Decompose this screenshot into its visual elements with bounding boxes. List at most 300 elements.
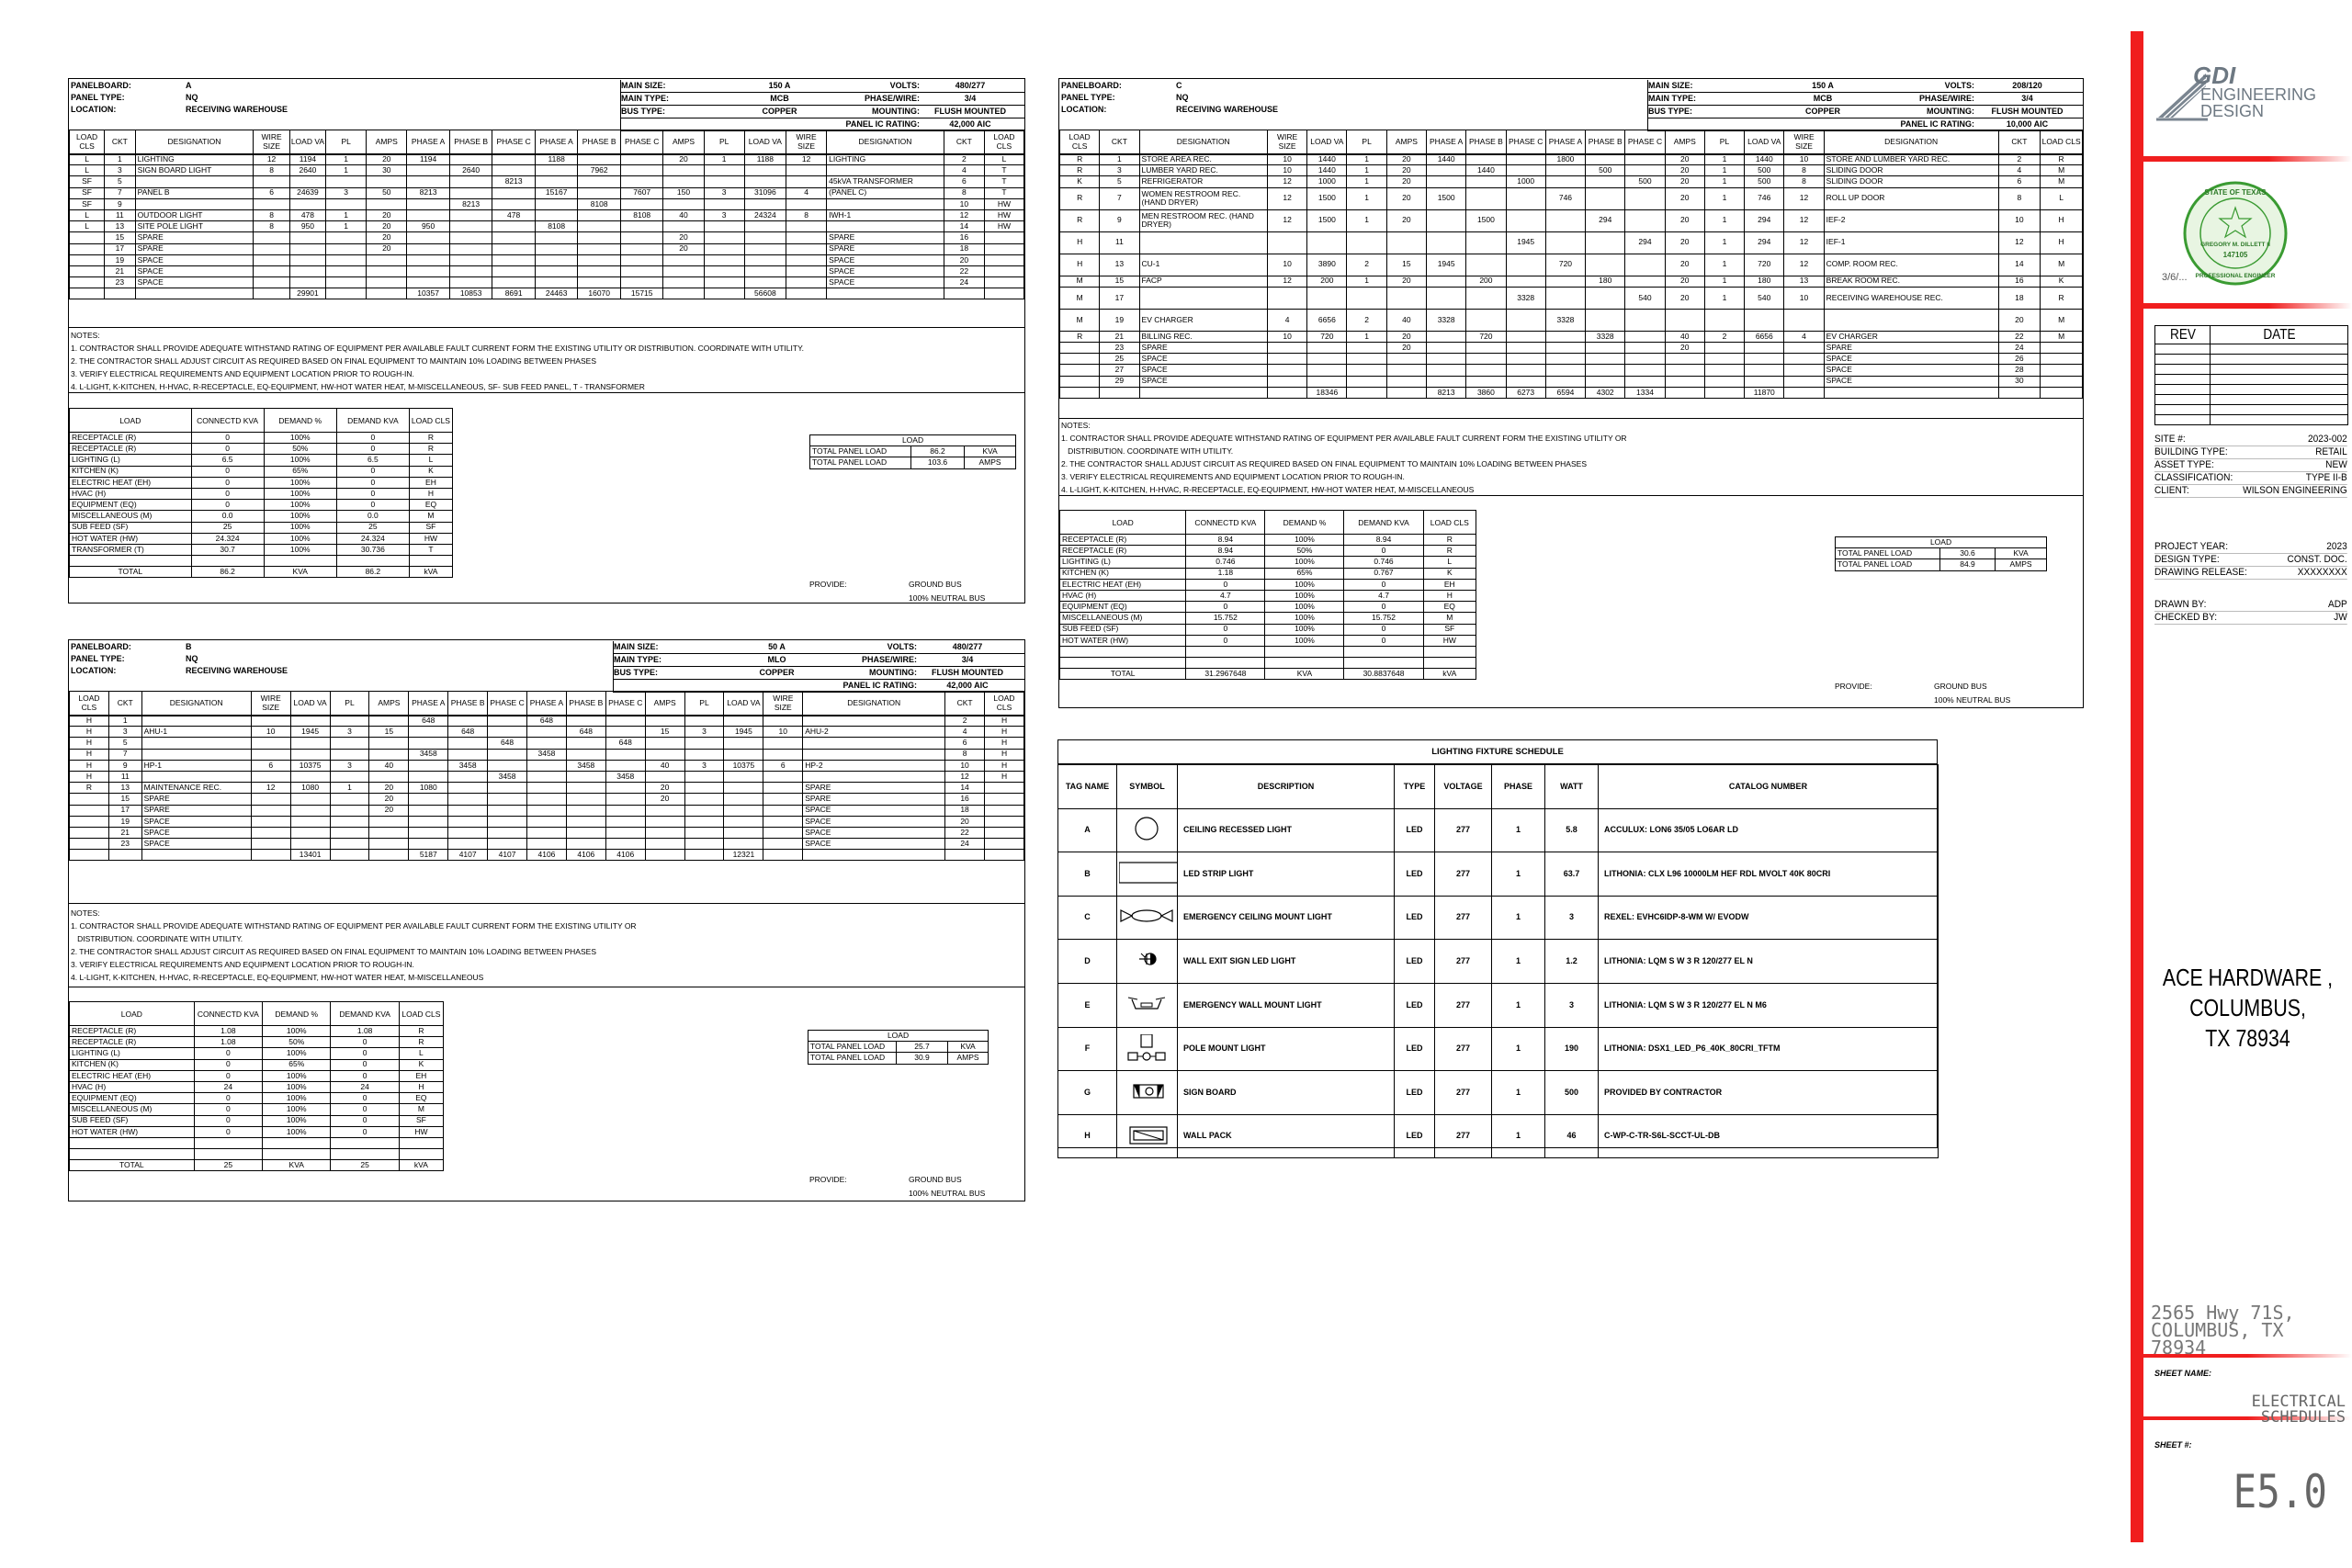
circuit-cell xyxy=(1586,176,1625,187)
circuit-cell: 3328 xyxy=(1506,287,1545,309)
circuit-cell xyxy=(448,794,488,805)
circuit-cell: 1945 xyxy=(1506,231,1545,254)
load-cell: 1.08 xyxy=(194,1037,262,1048)
column-header: DESIGNATION xyxy=(135,130,254,154)
circuit-cell: R xyxy=(1060,209,1100,231)
circuit-cell xyxy=(1545,376,1585,387)
project-info-2 xyxy=(2154,541,2347,580)
circuit-cell: 6656 xyxy=(1745,331,1784,342)
panel-a-header-right xyxy=(620,80,1024,131)
load-cell: 100% xyxy=(264,488,336,499)
fixture-row xyxy=(1058,983,1939,1027)
circuit-cell: 9 xyxy=(1100,209,1139,231)
circuit-cell xyxy=(663,198,704,209)
load-cell: 15.752 xyxy=(1186,613,1265,624)
circuit-cell: M xyxy=(2041,309,2083,331)
load-cell: RECEPTACLE (R) xyxy=(1060,546,1186,557)
circuit-row xyxy=(70,727,1024,738)
circuit-cell xyxy=(449,154,492,165)
total-cell: 24463 xyxy=(535,288,578,299)
circuit-cell xyxy=(492,243,536,254)
circuit-cell: (PANEL C) xyxy=(827,187,944,198)
circuit-cell: 1 xyxy=(330,783,369,794)
circuit-cell xyxy=(1625,376,1665,387)
circuit-cell xyxy=(744,198,786,209)
revision-cell xyxy=(2155,365,2211,375)
load-total-cell: KVA xyxy=(1265,669,1344,680)
fixture-type-cell: LED xyxy=(1395,1071,1435,1115)
column-header: LOAD CLS xyxy=(984,130,1023,154)
total-cell: 4106 xyxy=(527,850,567,861)
load-cell: 100% xyxy=(264,455,336,466)
circuit-cell xyxy=(289,277,325,288)
circuit-cell: 7607 xyxy=(620,187,663,198)
circuit-cell: LUMBER YARD REC. xyxy=(1139,165,1267,176)
load-cell: 0 xyxy=(194,1093,262,1104)
panel-a-circuit-table xyxy=(69,130,1024,299)
circuit-cell: SLIDING DOOR xyxy=(1824,165,1998,176)
circuit-cell: R xyxy=(1060,187,1100,209)
load-cell: K xyxy=(1423,568,1476,579)
circuit-cell: 20 xyxy=(1665,154,1704,165)
header-cell: MAIN TYPE: xyxy=(1648,94,1697,103)
column-header: WIRE SIZE xyxy=(254,130,289,154)
circuit-cell xyxy=(1427,165,1466,176)
circuit-cell: COMP. ROOM REC. xyxy=(1824,254,1998,276)
circuit-cell xyxy=(1466,309,1506,331)
provide-item: GROUND BUS xyxy=(909,1175,962,1184)
load-blank-row xyxy=(70,1149,444,1160)
fixture-desc-cell: WALL PACK xyxy=(1178,1114,1395,1158)
circuit-cell: R xyxy=(70,783,109,794)
load-cell: 0 xyxy=(194,1059,262,1070)
provide-item: 100% NEUTRAL BUS xyxy=(909,593,986,603)
header-cell: VOLTS: xyxy=(1944,81,1974,90)
header-cell: 10,000 AIC xyxy=(2006,119,2049,129)
circuit-row xyxy=(70,165,1024,176)
load-cell: 100% xyxy=(263,1070,331,1081)
column-header: PHASE B xyxy=(1586,130,1625,154)
circuit-cell xyxy=(1586,309,1625,331)
circuit-cell: 20 xyxy=(663,243,704,254)
load-row xyxy=(70,466,453,477)
column-header-row xyxy=(70,130,1024,154)
panel-c-notes: NOTES: 1. CONTRACTOR SHALL PROVIDE ADEQUATE WITHSTAND RATING OF EQUIPMENT PER AVAILABLE FAULT CURRENT FORM THE EXISTING UTILITY OR DISTRIBUTION. COORDINATE WITH UTILITY. 2. THE CONTRACTOR SHALL ADJUST CIRCUIT AS REQUIRED BASED ON FINAL EQUIPMENT TO MAINTAIN 10% LOADING BETWEEN PHASES 3. VERIFY ELECTRICAL REQUIREMENTS AND EQUIPMENT LOCATION PRIOR TO ROUGH-IN. 4. L-LIGHT, K-KITCHEN, H-HVAC, R-RECEPTACLE, EQ-EQUIPMENT, HW-HOT WATER HEAT, M-MISCELLANEOUS xyxy=(1061,421,1627,494)
load-cell: 100% xyxy=(1265,590,1344,601)
fixture-header-cell: DESCRIPTION xyxy=(1178,765,1395,809)
circuit-cell xyxy=(605,839,645,850)
header-cell: MCB xyxy=(770,94,789,103)
column-header: CKT xyxy=(1998,130,2041,154)
circuit-cell xyxy=(1545,342,1585,353)
column-header: CKT xyxy=(1100,130,1139,154)
load-row xyxy=(70,1037,444,1048)
circuit-cell xyxy=(330,805,369,816)
circuit-cell: 40 xyxy=(645,760,684,771)
fixture-catalog-cell: LITHONIA: DSX1_LED_P6_40K_80CRI_TFTM xyxy=(1599,1027,1939,1071)
circuit-cell xyxy=(70,805,109,816)
circuit-cell: 20 xyxy=(1386,165,1426,176)
circuit-cell: 14 xyxy=(944,221,984,232)
circuit-cell xyxy=(1427,342,1466,353)
circuit-cell: 7962 xyxy=(578,165,621,176)
circuit-cell: 40 xyxy=(1665,331,1704,342)
load-cell xyxy=(1060,646,1186,657)
load-cell xyxy=(409,556,452,567)
circuit-cell: 20 xyxy=(1665,276,1704,287)
summary-cell: KVA xyxy=(965,446,1016,457)
fixture-row xyxy=(1058,940,1939,984)
circuit-cell: M xyxy=(2041,176,2083,187)
total-cell xyxy=(803,850,945,861)
logo-text-design: DESIGN xyxy=(2200,102,2265,120)
panel-b xyxy=(68,639,1025,1201)
load-cell: MISCELLANEOUS (M) xyxy=(1060,613,1186,624)
circuit-cell: 1 xyxy=(1347,276,1386,287)
total-cell: 29901 xyxy=(289,288,325,299)
circuit-cell xyxy=(290,794,330,805)
total-cell xyxy=(1665,387,1704,398)
circuit-cell xyxy=(645,839,684,850)
circuit-cell: IEF-2 xyxy=(1824,209,1998,231)
circuit-cell: IEF-1 xyxy=(1824,231,1998,254)
load-blank-row xyxy=(70,556,453,567)
total-cell xyxy=(1824,387,1998,398)
fixture-header-row xyxy=(1058,765,1939,809)
circuit-cell: H xyxy=(2041,209,2083,231)
circuit-cell xyxy=(704,232,744,243)
panel-b-circuit-table xyxy=(69,691,1024,861)
total-cell: 11870 xyxy=(1745,387,1784,398)
circuit-cell xyxy=(1427,231,1466,254)
circuit-cell: 20 xyxy=(1665,231,1704,254)
circuit-cell xyxy=(1586,254,1625,276)
column-header: LOAD VA xyxy=(744,130,786,154)
circuit-cell: 3458 xyxy=(488,771,527,782)
total-cell: 12321 xyxy=(724,850,763,861)
circuit-cell xyxy=(492,254,536,265)
circuit-cell: 10 xyxy=(1784,154,1824,165)
circuit-cell: 22 xyxy=(1998,331,2041,342)
load-row xyxy=(70,522,453,533)
header-cell: FLUSH MOUNTED xyxy=(932,668,1003,677)
circuit-cell xyxy=(254,232,289,243)
circuit-cell xyxy=(578,277,621,288)
circuit-cell: SLIDING DOOR xyxy=(1824,176,1998,187)
circuit-cell: 24 xyxy=(945,839,985,850)
load-row xyxy=(1060,646,1476,657)
circuit-row xyxy=(70,232,1024,243)
circuit-cell xyxy=(1139,287,1267,309)
fixture-watt-cell: 190 xyxy=(1545,1027,1599,1071)
load-cell xyxy=(331,1149,399,1160)
circuit-cell xyxy=(289,243,325,254)
load-cell: EQ xyxy=(1423,602,1476,613)
load-cell: 4.7 xyxy=(1344,590,1423,601)
circuit-cell: 3 xyxy=(326,187,367,198)
circuit-cell xyxy=(663,221,704,232)
load-cell: 0 xyxy=(194,1104,262,1115)
circuit-cell xyxy=(1745,342,1784,353)
circuit-cell: R xyxy=(1060,165,1100,176)
circuit-cell: SPACE xyxy=(1824,376,1998,387)
total-cell: 5187 xyxy=(409,850,448,861)
circuit-cell: 720 xyxy=(1545,254,1585,276)
circuit-cell xyxy=(663,254,704,265)
load-cell: 25 xyxy=(191,522,264,533)
circuit-cell: 20 xyxy=(663,154,704,165)
load-row xyxy=(70,533,453,544)
total-cell xyxy=(645,850,684,861)
circuit-cell: 24 xyxy=(1998,342,2041,353)
circuit-cell xyxy=(251,827,290,838)
load-cell: LIGHTING (L) xyxy=(70,455,192,466)
circuit-cell xyxy=(330,839,369,850)
circuit-cell xyxy=(763,794,803,805)
panel-b-notes: NOTES: 1. CONTRACTOR SHALL PROVIDE ADEQUATE WITHSTAND RATING OF EQUIPMENT PER AVAILABLE FAULT CURRENT FORM THE EXISTING UTILITY OR DISTRIBUTION. COORDINATE WITH UTILITY. 2. THE CONTRACTOR SHALL ADJUST CIRCUIT AS REQUIRED BASED ON FINAL EQUIPMENT TO MAINTAIN 10% LOADING BETWEEN PHASES 3. VERIFY ELECTRICAL REQUIREMENTS AND EQUIPMENT LOCATION PRIOR TO ROUGH-IN. 4. L-LIGHT, K-KITCHEN, H-HVAC, R-RECEPTACLE, EQ-EQUIPMENT, HW-HOT WATER HEAT, M-MISCELLANEOUS xyxy=(71,908,637,982)
circuit-cell xyxy=(786,232,827,243)
header-cell: BUS TYPE: xyxy=(1648,107,1693,116)
header-cell: 480/277 xyxy=(955,81,986,90)
circuit-cell xyxy=(984,232,1023,243)
total-cell: 10357 xyxy=(407,288,450,299)
circuit-cell: 8213 xyxy=(449,198,492,209)
header-value: RECEIVING WAREHOUSE xyxy=(1176,105,1279,114)
summary-row xyxy=(810,446,1016,457)
column-header: WIRE SIZE xyxy=(251,692,290,716)
load-row xyxy=(70,433,453,444)
panel-c-summary-table xyxy=(1835,536,2047,571)
total-cell: 6273 xyxy=(1506,387,1545,398)
load-total-cell: KVA xyxy=(264,567,336,578)
circuit-cell xyxy=(663,277,704,288)
circuit-cell xyxy=(645,805,684,816)
total-cell: 4106 xyxy=(566,850,605,861)
circuit-cell xyxy=(605,827,645,838)
circuit-cell: 7 xyxy=(108,749,141,760)
total-cell: 18346 xyxy=(1307,387,1347,398)
circuit-cell xyxy=(527,816,567,827)
circuit-cell xyxy=(527,839,567,850)
circuit-cell xyxy=(527,760,567,771)
circuit-cell: 21 xyxy=(108,827,141,838)
circuit-cell xyxy=(1267,365,1306,376)
circuit-cell: BREAK ROOM REC. xyxy=(1824,276,1998,287)
load-cell: RECEPTACLE (R) xyxy=(1060,535,1186,546)
circuit-cell: 8213 xyxy=(407,187,450,198)
circuit-cell xyxy=(578,154,621,165)
load-cell: 1.08 xyxy=(331,1026,399,1037)
circuit-cell xyxy=(1784,365,1824,376)
load-cell: 0 xyxy=(336,488,409,499)
column-header: DESIGNATION xyxy=(1139,130,1267,154)
circuit-cell: 11 xyxy=(108,771,141,782)
circuit-row xyxy=(1060,187,2083,209)
circuit-cell: 16 xyxy=(1998,276,2041,287)
circuit-row xyxy=(1060,376,2083,387)
circuit-cell xyxy=(786,165,827,176)
column-header: PHASE B xyxy=(1466,130,1506,154)
circuit-cell: 150 xyxy=(663,187,704,198)
info-row xyxy=(2154,599,2347,612)
circuit-cell xyxy=(449,243,492,254)
circuit-cell xyxy=(1427,365,1466,376)
circuit-cell xyxy=(1784,354,1824,365)
revision-row xyxy=(2155,405,2348,415)
summary-title: LOAD xyxy=(808,1031,989,1042)
total-cell xyxy=(1139,387,1267,398)
circuit-cell: 1945 xyxy=(1427,254,1466,276)
load-cell: 0 xyxy=(331,1037,399,1048)
circuit-cell: 1 xyxy=(105,154,135,165)
circuit-cell xyxy=(704,176,744,187)
circuit-cell xyxy=(1545,331,1585,342)
load-cell: 0 xyxy=(1186,624,1265,635)
circuit-cell xyxy=(1466,231,1506,254)
load-cell: EQ xyxy=(399,1093,443,1104)
circuit-cell xyxy=(566,738,605,749)
circuit-cell xyxy=(620,265,663,276)
circuit-cell: 14 xyxy=(945,783,985,794)
circuit-cell: 20 xyxy=(1386,187,1426,209)
circuit-cell xyxy=(290,816,330,827)
circuit-cell xyxy=(251,794,290,805)
header-value: NQ xyxy=(186,654,198,663)
column-header: PHASE C xyxy=(1506,130,1545,154)
circuit-cell xyxy=(1267,354,1306,365)
load-cell: SUB FEED (SF) xyxy=(1060,624,1186,635)
circuit-cell xyxy=(1625,342,1665,353)
load-cell: 0 xyxy=(194,1115,262,1126)
circuit-cell: 40 xyxy=(1386,309,1426,331)
panel-b-provide xyxy=(809,1173,1021,1201)
circuit-cell: 26 xyxy=(1998,354,2041,365)
circuit-cell xyxy=(367,265,407,276)
circuit-cell: SIGN BOARD LIGHT xyxy=(135,165,254,176)
circuit-cell: 1500 xyxy=(1307,187,1347,209)
load-cell: 0 xyxy=(1344,579,1423,590)
circuit-cell xyxy=(1625,209,1665,231)
circuit-cell: 4 xyxy=(1784,331,1824,342)
fixture-desc-cell: SIGN BOARD xyxy=(1178,1071,1395,1115)
circuit-cell xyxy=(448,716,488,727)
load-cell: 100% xyxy=(1265,602,1344,613)
circuit-cell: 1 xyxy=(704,154,744,165)
load-row xyxy=(70,1048,444,1059)
load-cell: SUB FEED (SF) xyxy=(70,1115,195,1126)
circuit-row xyxy=(70,254,1024,265)
load-row xyxy=(70,1115,444,1126)
circuit-cell xyxy=(684,794,724,805)
fixture-voltage-cell: 277 xyxy=(1435,852,1492,897)
circuit-cell: H xyxy=(70,771,109,782)
column-header: PHASE A xyxy=(407,130,450,154)
total-cell xyxy=(786,288,827,299)
circuit-cell xyxy=(1427,287,1466,309)
summary-cell: AMPS xyxy=(1996,559,2047,570)
load-cell: SF xyxy=(399,1115,443,1126)
fixture-voltage-cell: 277 xyxy=(1435,1114,1492,1158)
circuit-cell xyxy=(724,771,763,782)
circuit-cell xyxy=(1307,354,1347,365)
load-cell: 100% xyxy=(263,1104,331,1115)
total-cell xyxy=(330,850,369,861)
circuit-cell: 3 xyxy=(108,727,141,738)
panel-a xyxy=(68,78,1025,604)
load-row xyxy=(1060,635,1476,646)
revision-header-cell: REV xyxy=(2159,326,2206,344)
circuit-cell: 1 xyxy=(1704,154,1744,165)
circuit-cell: H xyxy=(70,749,109,760)
circuit-cell: 15 xyxy=(1100,276,1139,287)
circuit-cell: 17 xyxy=(1100,287,1139,309)
circuit-cell xyxy=(1427,176,1466,187)
fixture-watt-cell: 5.8 xyxy=(1545,808,1599,852)
header-cell: BUS TYPE: xyxy=(614,668,659,677)
load-row xyxy=(1060,613,1476,624)
circuit-cell xyxy=(620,277,663,288)
circuit-cell: 20 xyxy=(944,254,984,265)
circuit-cell: EV CHARGER xyxy=(1139,309,1267,331)
info-value: NEW xyxy=(2325,459,2347,470)
circuit-cell xyxy=(1506,254,1545,276)
fixture-watt-cell: 500 xyxy=(1545,1071,1599,1115)
circuit-cell xyxy=(1347,231,1386,254)
circuit-cell xyxy=(763,738,803,749)
circuit-cell: R xyxy=(2041,154,2083,165)
load-cell: 100% xyxy=(1265,613,1344,624)
load-cell: 1.18 xyxy=(1186,568,1265,579)
circuit-cell xyxy=(1347,376,1386,387)
circuit-row xyxy=(1060,154,2083,165)
total-cell xyxy=(1784,387,1824,398)
circuit-cell xyxy=(1625,187,1665,209)
load-cell: 0.746 xyxy=(1186,557,1265,568)
circuit-cell: 1 xyxy=(1347,165,1386,176)
circuit-cell: 2640 xyxy=(449,165,492,176)
circuit-cell xyxy=(1466,287,1506,309)
circuit-cell xyxy=(1545,209,1585,231)
load-cell: R xyxy=(409,433,452,444)
circuit-cell xyxy=(663,176,704,187)
red-divider-2 xyxy=(2143,303,2352,309)
circuit-cell xyxy=(369,749,409,760)
circuit-cell xyxy=(367,254,407,265)
load-row xyxy=(70,1081,444,1092)
circuit-cell: 3 xyxy=(105,165,135,176)
load-cell xyxy=(1344,646,1423,657)
revision-header-cell: DATE xyxy=(2221,326,2338,344)
circuit-cell xyxy=(290,827,330,838)
circuit-cell xyxy=(1745,365,1784,376)
load-cell: 24.324 xyxy=(191,533,264,544)
circuit-cell xyxy=(724,749,763,760)
circuit-row xyxy=(70,277,1024,288)
circuit-cell xyxy=(1745,376,1784,387)
circuit-cell: H xyxy=(985,760,1024,771)
fixture-voltage-cell: 277 xyxy=(1435,1071,1492,1115)
load-header-cell: DEMAND KVA xyxy=(331,1002,399,1026)
circuit-cell: 4 xyxy=(1998,165,2041,176)
fixture-desc-cell: EMERGENCY CEILING MOUNT LIGHT xyxy=(1178,896,1395,940)
circuit-cell xyxy=(763,805,803,816)
circuit-cell xyxy=(605,760,645,771)
circuit-cell xyxy=(1466,342,1506,353)
load-cell: 1.08 xyxy=(194,1026,262,1037)
total-cell xyxy=(704,288,744,299)
circuit-cell: 20 xyxy=(1665,187,1704,209)
load-cell: 0 xyxy=(331,1059,399,1070)
